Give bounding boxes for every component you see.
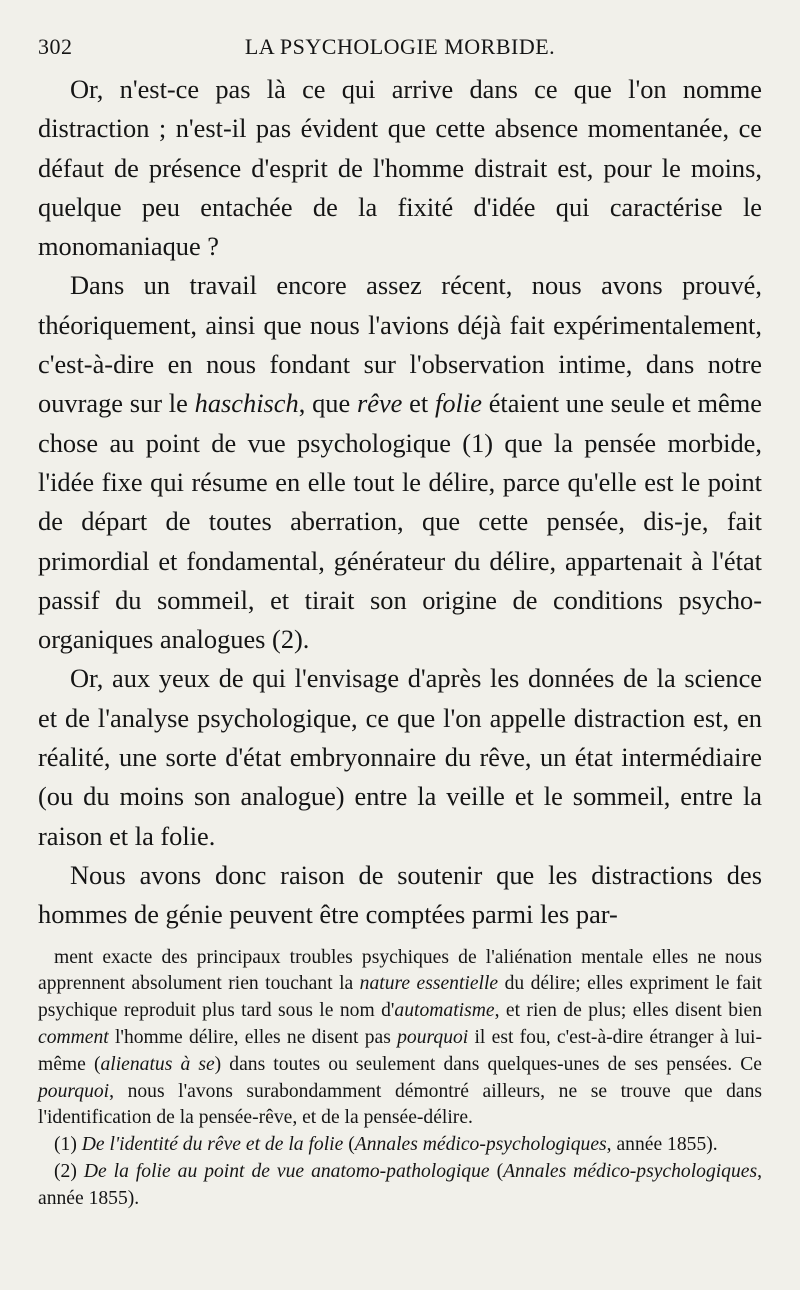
fn-emphasis-automatisme: automatisme — [394, 1000, 495, 1022]
paragraph-1: Or, n'est-ce pas là ce qui arrive dans ce que l'on nomme distraction ; n'est-il pas évident que cette absence momentanée, ce défaut de présence d'esprit de l'homme distrait est, pour le moins, quelque peu entachée de la fixité d'idée qui caractérise le monomaniaque ? — [38, 74, 762, 262]
paragraph-2-text-c: et — [402, 388, 436, 419]
footnote-2-journal: Annales médico-psychologiques — [503, 1160, 758, 1182]
fn-emphasis-pourquoi: pourquoi — [397, 1026, 469, 1048]
fn-text-b: du délire; elles expriment le fait psychique reproduit plus tard sous le nom d' — [38, 973, 763, 1022]
paragraph-3: Or, aux yeux de qui l'envisage d'après les données de la science et de l'analyse psychologique, ce que l'on appelle distraction est, en réalité, une sorte d'état embryonnaire du rêve, un état intermédiaire (ou du moins son analogue) entre la veille et le sommeil, entre la raison et la folie. — [38, 663, 762, 851]
footnote-2-title: De la folie au point de vue anatomo-pathologique — [83, 1160, 490, 1182]
footnote-2-text-a: ( — [489, 1160, 504, 1182]
emphasis-haschisch: haschisch — [194, 388, 299, 419]
footnote-1-journal: Annales médico-psychologiques — [354, 1134, 607, 1156]
body-text — [38, 70, 762, 935]
running-title: LA PSYCHOLOGIE MORBIDE. — [244, 34, 556, 59]
emphasis-reve: rêve — [356, 388, 403, 419]
fn-emphasis-comment: comment — [38, 1026, 109, 1048]
footnote-1 — [38, 1132, 762, 1159]
footnotes — [38, 945, 762, 1213]
fn-emphasis-nature: nature essentielle — [359, 973, 499, 995]
fn-emphasis-alienatus: alienatus à se — [100, 1053, 215, 1075]
emphasis-folie: folie — [435, 388, 482, 419]
paragraph-2-text-a: Dans un travail encore assez récent, nous avons prouvé, théoriquement, ainsi que nous l'avions déjà fait expérimentalement, c'est-à-dire en nous fondant sur l'observation intime, dans notre ouvrage sur le — [38, 270, 762, 419]
fn-text-g: , nous l'avons surabondamment démontré ailleurs, ne se trouve que dans l'identification de la pensée-rêve, et de la pensée-délire. — [38, 1080, 762, 1129]
footnote-2-number: (2) — [54, 1160, 84, 1182]
fn-text-c: , et rien de plus; elles disent bien — [494, 1000, 762, 1022]
fn-text-d: l'homme délire, elles ne disent pas — [108, 1026, 398, 1048]
footnote-2-text-b: , année 1855). — [38, 1160, 763, 1209]
running-head — [38, 28, 762, 66]
paragraph-2 — [38, 266, 762, 659]
fn-emphasis-pourquoi-2: pourquoi — [38, 1080, 110, 1102]
fn-text-e: il est fou, c'est-à-dire étranger à lui-même ( — [38, 1026, 762, 1075]
footnote-continuation — [38, 945, 762, 1133]
footnote-2 — [38, 1159, 762, 1213]
paragraph-2-text-b: , que — [298, 388, 357, 419]
footnote-1-text-a: ( — [343, 1134, 355, 1156]
paragraph-2-text-d: étaient une seule et même chose au point de vue psychologique (1) que la pensée morbide, l'idée fixe qui résume en elle tout le délire, parce qu'elle est le point de départ de toutes aberration, que cette pensée, dis-je, fait primordial et fondamental, générateur du délire, appartenait à l'état passif du sommeil, et tirait son origine de conditions psycho-organiques analogues (2). — [38, 388, 762, 655]
footnote-1-text-b: , année 1855). — [606, 1134, 718, 1156]
footnote-1-title: De l'identité du rêve et de la folie — [81, 1134, 344, 1156]
footnote-1-number: (1) — [54, 1134, 82, 1156]
paragraph-4: Nous avons donc raison de soutenir que les distractions des hommes de génie peuvent être comptées parmi les par- — [38, 859, 762, 930]
page-number: 302 — [38, 34, 73, 59]
fn-text-a: ment exacte des principaux troubles psychiques de l'aliénation mentale elles ne nous apprennent absolument rien touchant la — [38, 946, 762, 995]
fn-text-f: ) dans toutes ou seulement dans quelques-unes de ses pensées. Ce — [214, 1053, 762, 1075]
